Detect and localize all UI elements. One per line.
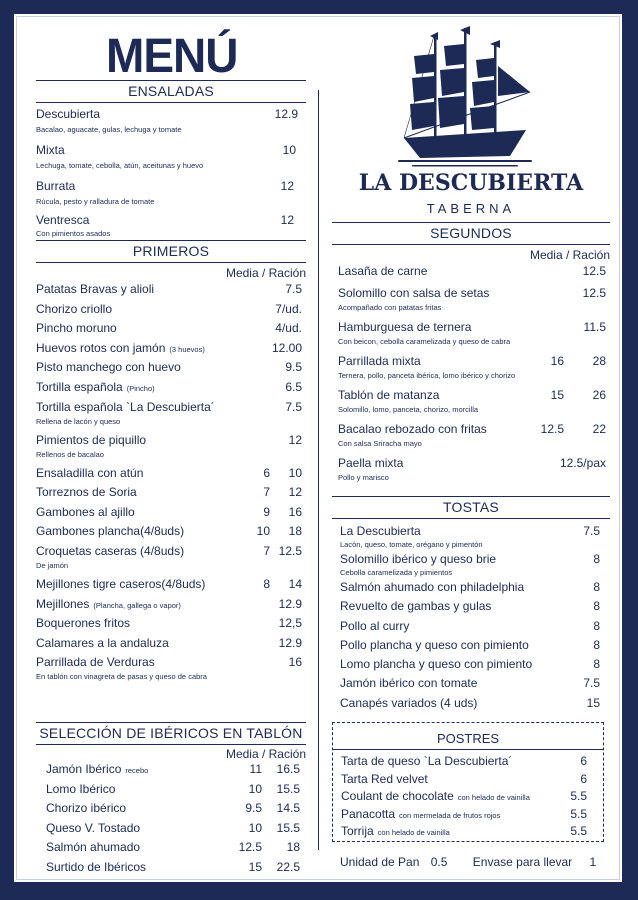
dish-desc: Rellenos de bacalao (36, 449, 104, 459)
list-item (36, 840, 306, 860)
list-item (36, 143, 306, 179)
media-price: 10 (248, 820, 262, 835)
dish-name: Salmón ahumado (46, 840, 141, 854)
list-item (36, 655, 306, 688)
list-item (341, 824, 595, 842)
dish-name: Gambones al ajillo (36, 504, 135, 519)
ibericos-list (36, 762, 306, 879)
racion-price: 12,5 (278, 616, 302, 631)
dish-desc: Lechuga, tomate, cebolla, atún, aceitunas y huevo (36, 161, 204, 170)
media-price: 15 (248, 859, 262, 874)
dish-desc: Con salsa Sriracha mayo (338, 439, 422, 448)
racion-price: 7.5 (285, 282, 302, 296)
list-item (36, 616, 306, 636)
media-price: 7 (263, 485, 270, 500)
racion-price: 12.5 (582, 286, 606, 300)
list-item (36, 524, 306, 544)
list-item (332, 619, 610, 638)
dish-desc: Solomillo, lomo, panceta, chorizo, morcilla (338, 405, 479, 414)
dish-price: 5.5 (570, 789, 587, 803)
list-item (36, 400, 306, 433)
dish-name: Tarta Red velvet (341, 771, 428, 786)
dish-price: 15 (586, 695, 600, 710)
racion-price: 22 (592, 422, 606, 436)
dish-name: La Descubierta (340, 524, 421, 538)
dish-name: Paella mixta (338, 456, 404, 470)
list-item (332, 388, 610, 422)
list-item (341, 772, 595, 790)
media-price: 15 (550, 388, 564, 402)
dish-desc: Con pimientos asados (36, 229, 111, 238)
segundos-section (332, 222, 610, 490)
racion-price: 12 (288, 432, 302, 447)
racion-price: 22.5 (276, 859, 300, 874)
list-item (332, 638, 610, 657)
postres-list (341, 754, 595, 842)
dish-price: 7.5 (583, 676, 600, 691)
dish-name: Canapés variados (4 uds) (340, 695, 478, 710)
brand-name: LA DESCUBIERTA (358, 170, 584, 196)
list-item (332, 286, 610, 320)
dish-desc: De jamón (36, 560, 69, 570)
dish-note: (3 huevos) (169, 344, 205, 354)
dish-price: 12.9 (274, 107, 298, 121)
brand-subtitle: TABERNA (426, 201, 516, 216)
racion-price: 12.00 (271, 340, 302, 355)
list-item (36, 544, 306, 577)
list-item (332, 599, 610, 618)
footer-extras (340, 855, 596, 869)
media-price: 9 (263, 504, 270, 519)
racion-price: 6.5 (285, 379, 302, 394)
racion-price: 16 (288, 504, 302, 519)
list-item (332, 696, 610, 715)
dish-name: Mixta (36, 143, 65, 157)
list-item (36, 762, 306, 782)
dish-desc: Ternera, pollo, panceta ibérica, lomo ibérico y chorizo (338, 371, 516, 380)
dish-name: Boquerones fritos (36, 616, 131, 631)
envase-price: 1 (589, 855, 597, 869)
list-item (36, 179, 306, 213)
list-item (36, 485, 306, 505)
racion-price: 7/ud. (275, 301, 302, 316)
dish-desc: Con beicon, cebolla caramelizada y queso de cabra (338, 337, 511, 346)
racion-price: 9.5 (285, 360, 302, 375)
racion-price: 10 (288, 465, 302, 480)
dish-name: Jamón Ibérico (46, 762, 122, 776)
dish-name: Burrata (36, 179, 76, 193)
dish-note: (Plancha, gallega o vapor) (93, 600, 181, 610)
dish-name: Lomo Ibérico (46, 781, 116, 796)
menu-title: MENÚ (106, 27, 238, 83)
ship-icon (390, 26, 540, 174)
list-item (332, 456, 610, 490)
dish-desc: Rellena de lacón y queso (36, 416, 121, 426)
list-item (36, 213, 306, 243)
column-head: Media / Ración (225, 266, 306, 280)
pan-price: 0.5 (430, 855, 448, 869)
list-item (36, 321, 306, 341)
dish-price: 8 (593, 618, 600, 633)
racion-price: 12.9 (278, 596, 302, 611)
dish-note: (Pincho) (126, 383, 155, 393)
dish-price: 6 (580, 754, 587, 768)
list-item (36, 380, 306, 400)
dish-price: 5.5 (570, 824, 587, 838)
dish-price: 8 (593, 637, 600, 652)
list-item (36, 821, 306, 841)
dish-price: 8 (593, 580, 600, 594)
racion-price: 18 (286, 840, 300, 854)
dish-name: Tablón de matanza (338, 388, 440, 402)
media-price: 16 (550, 354, 564, 368)
racion-price: 15.5 (276, 820, 300, 835)
column-head: Media / Ración (529, 248, 610, 262)
section-title: PRIMEROS (36, 240, 306, 263)
dish-name: Lasaña de carne (338, 264, 428, 278)
list-item (36, 302, 306, 322)
dish-desc: Lacón, queso, tomate, orégano y pimentón (340, 540, 483, 549)
media-price: 12.5 (540, 422, 564, 436)
dish-name: Hamburguesa de ternera (338, 320, 472, 334)
list-item (332, 676, 610, 695)
media-price: 11 (249, 762, 262, 776)
dish-desc: En tablón con vinagreta de pasas y queso de cabra (36, 672, 207, 682)
list-item (341, 789, 595, 807)
dish-name: Calamares a la andaluza (36, 635, 169, 650)
list-item (332, 264, 610, 286)
list-item (36, 801, 306, 821)
dish-name: Tortilla española `La Descubierta´ (36, 399, 215, 414)
dish-name: Mejillones (36, 596, 90, 611)
dish-price: 8 (593, 599, 600, 614)
dish-desc: Rúcula, pesto y ralladura de tomate (36, 197, 155, 206)
dish-name: Croquetas caseras (4/8uds) (36, 543, 185, 558)
racion-price: 12 (288, 485, 302, 500)
ibericos-section (36, 722, 306, 879)
list-item (36, 107, 306, 143)
dish-name: Chorizo ibérico (46, 801, 127, 815)
racion-price: 16 (288, 655, 302, 670)
racion-price: 12.5 (278, 543, 302, 558)
racion-price: 28 (592, 354, 606, 368)
segundos-list (332, 264, 610, 490)
dish-name: Patatas Bravas y alioli (36, 282, 155, 296)
dish-name: Pimientos de piquillo (36, 432, 147, 447)
dish-note: con helado de vainilla (377, 828, 450, 837)
racion-price: 14.5 (276, 801, 300, 815)
list-item (341, 754, 595, 772)
list-item (36, 577, 306, 597)
dish-name: Chorizo criollo (36, 301, 113, 316)
list-item (36, 466, 306, 486)
dish-name: Parrillada de Verduras (36, 655, 155, 670)
dish-price: 8 (593, 552, 600, 566)
media-price: 12.5 (238, 840, 262, 854)
list-item (332, 524, 610, 552)
primeros-section (36, 240, 306, 688)
dish-name: Revuelto de gambas y gulas (340, 599, 492, 614)
section-title: SELECCIÓN DE IBÉRICOS EN TABLÓN (36, 722, 306, 745)
dish-note: recebo (125, 766, 149, 775)
dish-name: Mejillones tigre caseros(4/8uds) (36, 576, 206, 591)
racion-price: 14 (288, 576, 302, 591)
dish-name: Solomillo con salsa de setas (338, 286, 490, 300)
dish-price: 7.5 (583, 524, 600, 538)
envase-label: Envase para llevar (472, 855, 573, 869)
dish-name: Pollo al curry (340, 618, 410, 633)
ensaladas-section (36, 80, 306, 243)
list-item (36, 341, 306, 361)
list-item (36, 360, 306, 380)
dish-price: 6 (580, 771, 587, 786)
dish-name: Huevos rotos con jamón (36, 340, 166, 355)
list-item (36, 782, 306, 802)
dish-name: Lomo plancha y queso con pimiento (340, 657, 533, 672)
list-item (332, 580, 610, 599)
section-title: POSTRES (333, 729, 603, 750)
column-head: Media / Ración (225, 747, 306, 761)
dish-note: con mermelada de frutos rojos (399, 810, 501, 820)
dish-price: 5.5 (570, 806, 587, 821)
dish-name: Jamón ibérico con tomate (340, 676, 478, 691)
dish-name: Salmón ahumado con philadelphia (340, 580, 525, 594)
media-price: 6 (263, 465, 270, 480)
section-title: SEGUNDOS (332, 222, 610, 245)
dish-name: Torrija (341, 824, 374, 838)
dish-name: Surtido de Ibéricos (46, 859, 147, 874)
racion-price: 15.5 (276, 781, 300, 796)
dish-name: Descubierta (36, 107, 101, 121)
dish-price: 8 (593, 657, 600, 672)
racion-price: 12.5/pax (559, 456, 606, 470)
media-price: 10 (248, 781, 262, 796)
list-item (332, 657, 610, 676)
list-item (332, 422, 610, 456)
media-price: 9.5 (245, 801, 262, 815)
list-item (332, 320, 610, 354)
list-item (36, 433, 306, 466)
list-item (332, 552, 610, 580)
tostas-section (332, 496, 610, 715)
dish-name: Solomillo ibérico y queso brie (340, 552, 497, 566)
list-item (36, 597, 306, 617)
racion-price: 11.5 (583, 320, 606, 334)
dish-name: Bacalao rebozado con fritas (338, 422, 487, 436)
racion-price: 16.5 (276, 762, 300, 776)
dish-name: Pisto manchego con huevo (36, 360, 181, 375)
racion-price: 18 (288, 524, 302, 539)
dish-price: 10 (282, 143, 296, 157)
dish-name: Tarta de queso `La Descubierta´ (341, 754, 513, 768)
pan-label: Unidad de Pan (340, 855, 420, 869)
list-item (36, 505, 306, 525)
dish-desc: Bacalao, aguacate, gulas, lechuga y tomate (36, 125, 182, 134)
dish-name: Ensaladilla con atún (36, 465, 144, 480)
dish-desc: Cebolla caramelizada y pimientos (340, 568, 453, 577)
dish-name: Gambones plancha(4/8uds) (36, 524, 185, 539)
racion-price: 12.5 (582, 264, 606, 278)
dish-note: con helado de vainilla (457, 793, 530, 802)
dish-name: Ventresca (36, 213, 90, 227)
tostas-list (332, 519, 610, 715)
column-divider (318, 90, 319, 850)
racion-price: 7.5 (285, 399, 302, 414)
dish-name: Tortilla española (36, 379, 123, 394)
section-title: ENSALADAS (36, 80, 306, 103)
list-item (332, 354, 610, 388)
primeros-list (36, 282, 306, 688)
list-item (36, 860, 306, 880)
section-title: TOSTAS (332, 496, 610, 519)
dish-desc: Pollo y marisco (338, 473, 389, 482)
postres-box (332, 722, 604, 842)
list-item (341, 807, 595, 825)
dish-price: 12 (280, 179, 294, 193)
list-item (36, 282, 306, 302)
dish-name: Pincho moruno (36, 321, 117, 336)
list-item (36, 636, 306, 656)
racion-price: 12.9 (278, 635, 302, 650)
dish-name: Torreznos de Soria (36, 485, 137, 500)
dish-desc: Acompañado con patatas fritas (338, 303, 442, 312)
dish-name: Panacotta (341, 806, 396, 821)
dish-name: Queso V. Tostado (46, 820, 141, 835)
media-price: 7 (263, 543, 270, 558)
racion-price: 4/ud. (275, 321, 302, 336)
dish-name: Coulant de chocolate (341, 789, 454, 803)
dish-price: 12 (280, 213, 294, 227)
media-price: 10 (256, 524, 270, 539)
dish-name: Parrillada mixta (338, 354, 421, 368)
media-price: 8 (263, 576, 270, 591)
dish-name: Pollo plancha y queso con pimiento (340, 637, 529, 652)
racion-price: 26 (592, 388, 606, 402)
